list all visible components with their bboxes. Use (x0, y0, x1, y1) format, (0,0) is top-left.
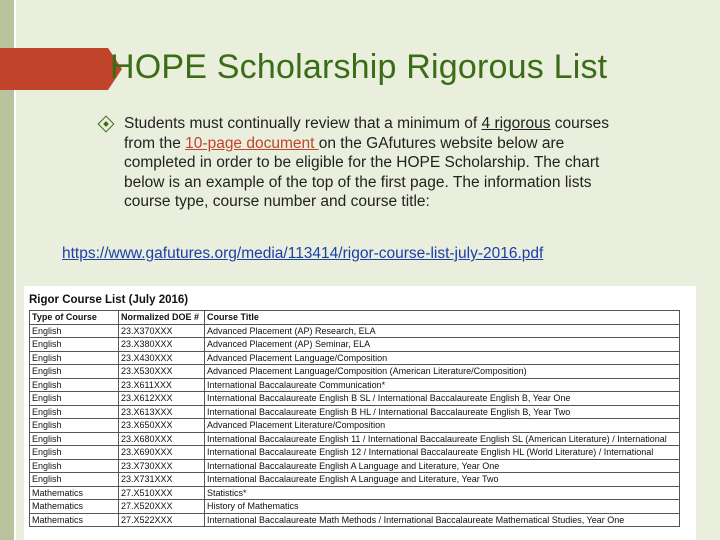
slide-title: HOPE Scholarship Rigorous List (110, 48, 608, 86)
table-row (30, 486, 680, 500)
cell-course-title: History of Mathematics (205, 500, 680, 514)
diamond-bullet-icon (98, 116, 115, 133)
course-list-heading: Rigor Course List (July 2016) (29, 294, 189, 306)
cell-course-type: English (30, 378, 119, 392)
gafutures-url-link[interactable]: https://www.gafutures.org/media/113414/rigor-course-list-july-2016.pdf (62, 245, 544, 262)
rigor-course-list-image (24, 286, 696, 540)
cell-course-title: International Baccalaureate Math Methods / International Baccalaureate Mathematical Studies, Year One (205, 513, 680, 527)
cell-doe-number: 23.X613XXX (119, 405, 205, 419)
header-course-title: Course Title (205, 311, 680, 325)
cell-doe-number: 27.X520XXX (119, 500, 205, 514)
cell-doe-number: 23.X530XXX (119, 365, 205, 379)
cell-course-title: Advanced Placement (AP) Research, ELA (205, 324, 680, 338)
cell-course-type: English (30, 432, 119, 446)
cell-doe-number: 27.X522XXX (119, 513, 205, 527)
cell-course-type: English (30, 338, 119, 352)
cell-doe-number: 23.X612XXX (119, 392, 205, 406)
cell-doe-number: 23.X611XXX (119, 378, 205, 392)
cell-course-title: International Baccalaureate Communication* (205, 378, 680, 392)
document-link[interactable]: 10-page document (185, 134, 319, 152)
table-row (30, 365, 680, 379)
bullet-text-part1: Students must continually review that a minimum of (124, 115, 482, 132)
cell-course-type: English (30, 459, 119, 473)
course-table (29, 310, 680, 527)
cell-course-type: English (30, 351, 119, 365)
rigorous-count-link[interactable]: 4 rigorous (481, 115, 551, 132)
cell-doe-number: 23.X690XXX (119, 446, 205, 460)
cell-course-title: Advanced Placement (AP) Seminar, ELA (205, 338, 680, 352)
table-row (30, 473, 680, 487)
title-accent-bar (0, 48, 108, 90)
header-type: Type of Course (30, 311, 119, 325)
table-row (30, 432, 680, 446)
cell-course-type: English (30, 392, 119, 406)
cell-doe-number: 23.X380XXX (119, 338, 205, 352)
header-doe-number: Normalized DOE # (119, 311, 205, 325)
cell-course-title: Advanced Placement Language/Composition (American Literature/Composition) (205, 365, 680, 379)
cell-course-type: English (30, 324, 119, 338)
table-row (30, 405, 680, 419)
cell-course-type: English (30, 365, 119, 379)
cell-doe-number: 23.X650XXX (119, 419, 205, 433)
cell-course-title: International Baccalaureate English B HL / International Baccalaureate English B, Year Two (205, 405, 680, 419)
table-row (30, 351, 680, 365)
table-row (30, 338, 680, 352)
table-row (30, 419, 680, 433)
table-row (30, 459, 680, 473)
cell-course-title: Statistics* (205, 486, 680, 500)
bullet-text-part2: courses from the (124, 115, 610, 152)
table-header-row (30, 311, 680, 325)
cell-doe-number: 23.X730XXX (119, 459, 205, 473)
cell-doe-number: 23.X430XXX (119, 351, 205, 365)
cell-doe-number: 23.X731XXX (119, 473, 205, 487)
cell-course-type: English (30, 405, 119, 419)
cell-course-type: Mathematics (30, 513, 119, 527)
bullet-text (124, 114, 614, 212)
cell-course-type: English (30, 473, 119, 487)
cell-course-title: International Baccalaureate English A Language and Literature, Year Two (205, 473, 680, 487)
table-row (30, 324, 680, 338)
cell-course-type: Mathematics (30, 486, 119, 500)
cell-course-title: Advanced Placement Literature/Composition (205, 419, 680, 433)
cell-course-type: Mathematics (30, 500, 119, 514)
cell-course-title: International Baccalaureate English B SL / International Baccalaureate English B, Year One (205, 392, 680, 406)
cell-course-title: Advanced Placement Language/Composition (205, 351, 680, 365)
cell-course-title: International Baccalaureate English 11 / International Baccalaureate English SL (American Literature) / International (205, 432, 680, 446)
cell-doe-number: 27.X510XXX (119, 486, 205, 500)
table-row (30, 513, 680, 527)
cell-course-title: International Baccalaureate English 12 / International Baccalaureate English HL (World Literature) / International (205, 446, 680, 460)
table-row (30, 500, 680, 514)
table-row (30, 378, 680, 392)
table-row (30, 392, 680, 406)
cell-course-type: English (30, 419, 119, 433)
cell-course-title: International Baccalaureate English A Language and Literature, Year One (205, 459, 680, 473)
bullet-text-part3: on the GAfutures website below are completed in order to be eligible for the HOPE Scholarship. The chart below is an example of the top of the first page. The information lists course type, course number and course title: (124, 134, 600, 211)
cell-doe-number: 23.X680XXX (119, 432, 205, 446)
table-row (30, 446, 680, 460)
cell-doe-number: 23.X370XXX (119, 324, 205, 338)
cell-course-type: English (30, 446, 119, 460)
